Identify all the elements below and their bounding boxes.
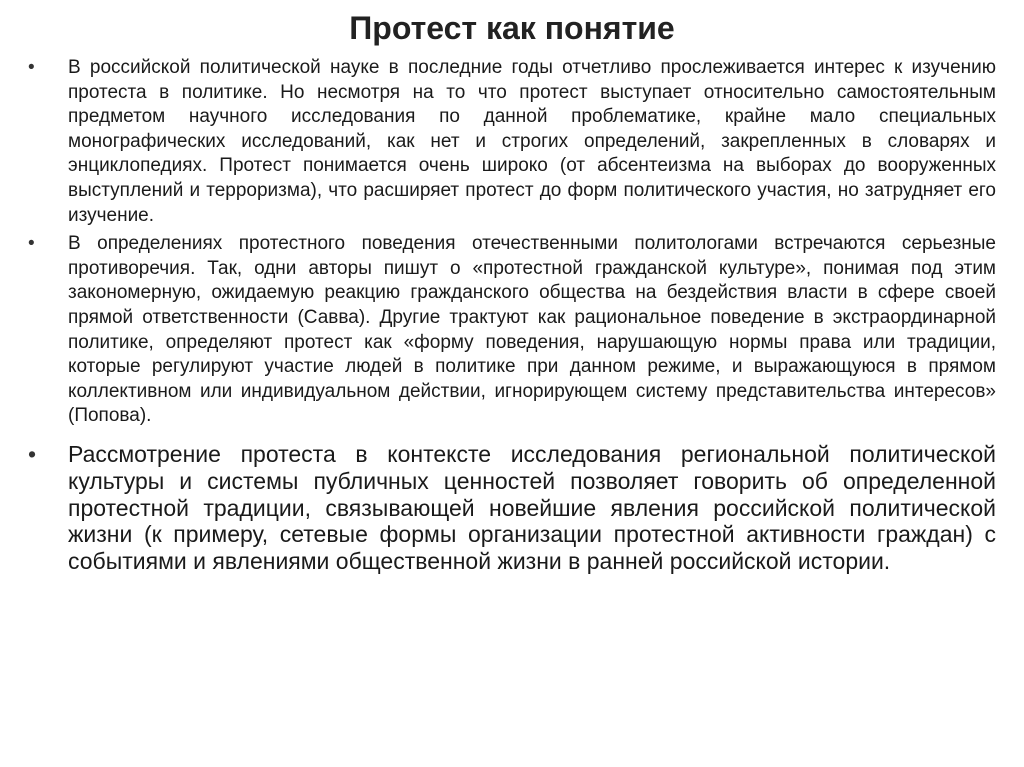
bullet-icon: •: [28, 233, 35, 255]
bullet-icon: •: [28, 57, 35, 78]
bullet-text: В российской политической науке в последние годы отчетливо прослеживается интерес к изучению протеста в политике. Но несмотря на то что протест выступает относительно самостоятельным предметом научного исследования по данной проблематике, крайне мало специальных монографических исследований, как нет и строгих определений, закрепленных в словарях и энциклопедиях. Протест понимается очень широко (от абсентеизма на выборах до вооруженных выступлений и терроризма), что расширяет протест до форм политического участия, но затрудняет его изучение.: [68, 57, 996, 226]
bullet-item: [28, 441, 996, 575]
slide-title: Протест как понятие: [349, 10, 675, 46]
bullet-list: [28, 56, 996, 575]
bullet-item: [28, 56, 996, 228]
bullet-icon: •: [28, 440, 37, 467]
bullet-text: В определениях протестного поведения отечественными политологами встречаются серьезные противоречия. Так, одни авторы пишут о «протестной гражданской культуре», понимая под этим закономерную, ожидаемую реакцию гражданского общества на бездействия власти в сфере своей прямой ответственности (Савва). Другие трактуют как рациональное поведение в экстраординарной политике, определяют протест как «форму поведения, нарушающую нормы права или традиции, которые регулируют участие людей в политике при данном режиме, и выражающуюся в прямом коллективном или индивидуальном действии, игнорирующем систему представительства интересов» (Попова).: [68, 233, 996, 427]
bullet-text: Рассмотрение протеста в контексте исследования региональной политической культуры и системы публичных ценностей позволяет говорить об определенной протестной традиции, связывающей новейшие явления российской политической жизни (к примеру, сетевые формы организации протестной активности граждан) с событиями и явлениями общественной жизни в ранней российской истории.: [68, 440, 996, 575]
bullet-item: [28, 232, 996, 429]
